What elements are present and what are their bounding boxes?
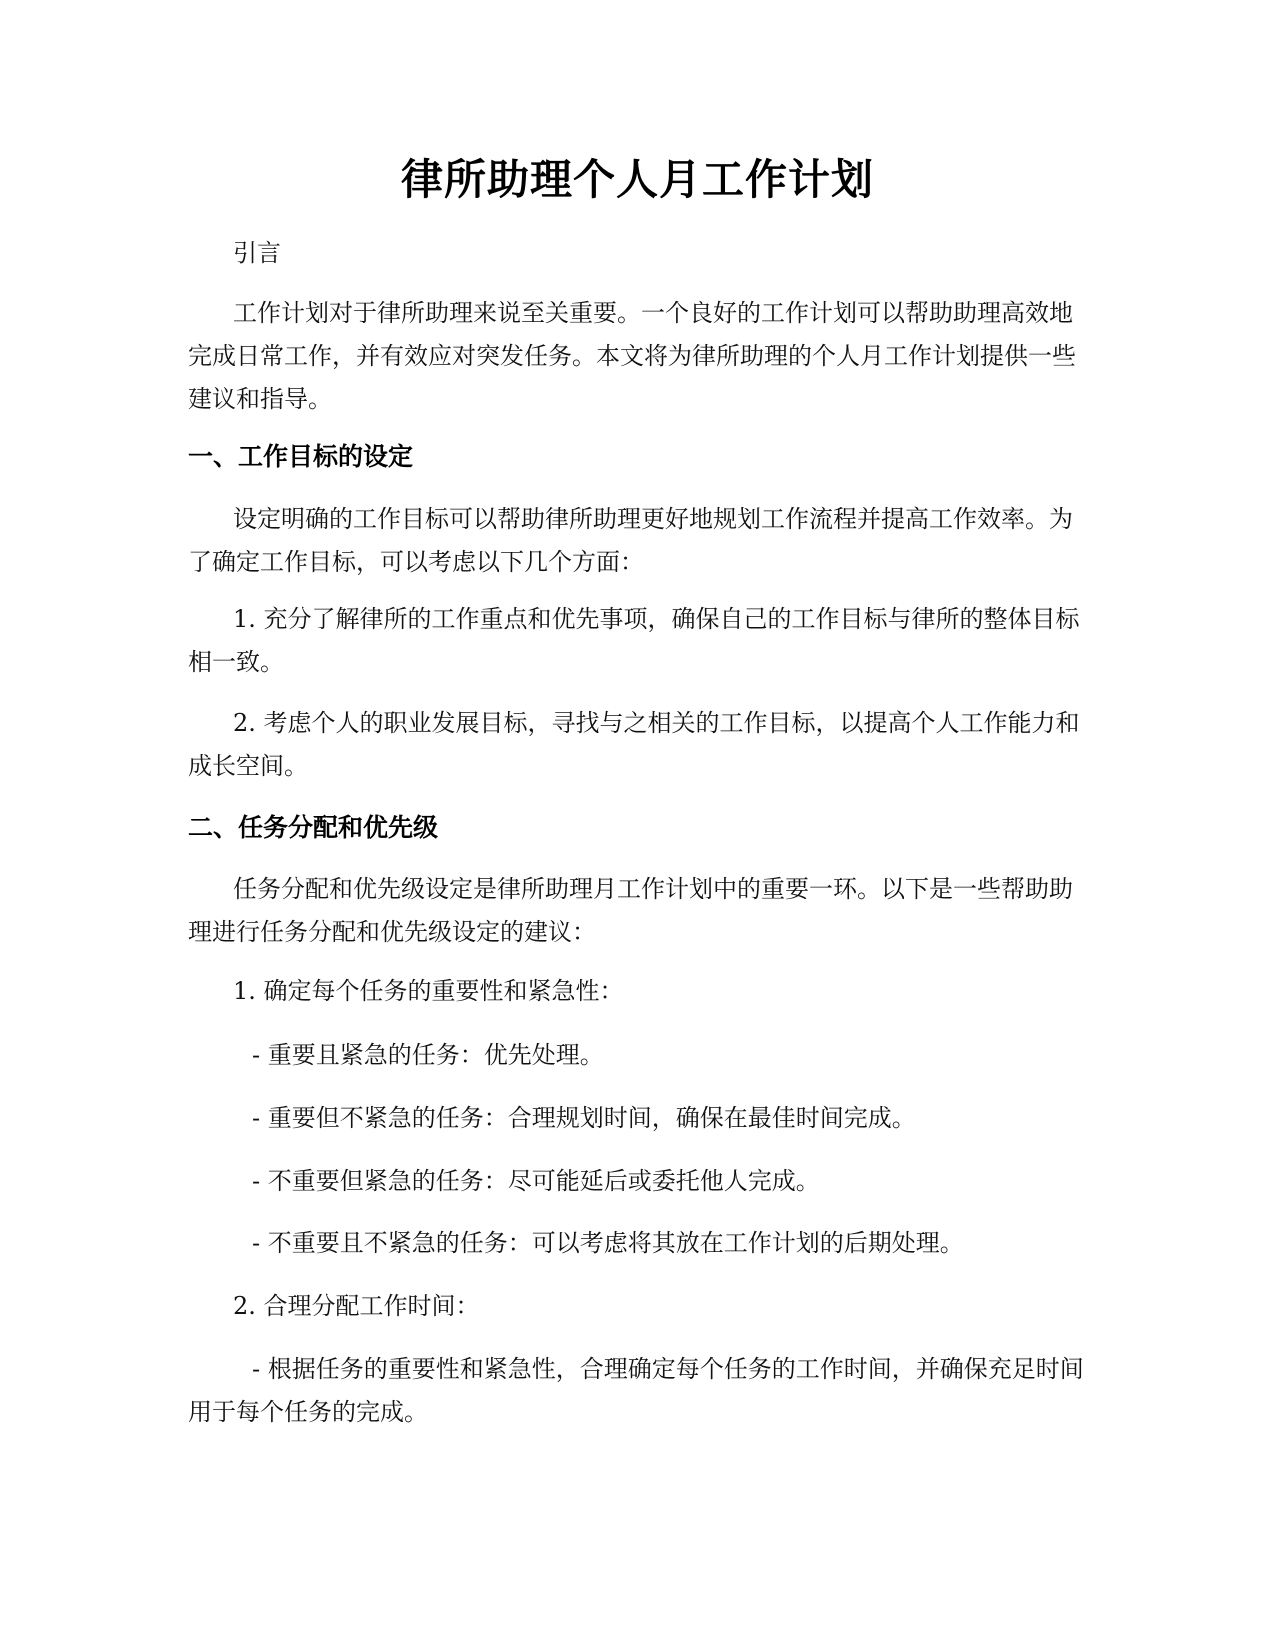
document-title: 律所助理个人月工作计划 (400, 155, 874, 204)
section2-paragraph: 任务分配和优先级设定是律所助理月工作计划中的重要一环。以下是一些帮助助理进行任务分配和优先级设定的建议： (188, 875, 1073, 946)
section1-paragraph: 设定明确的工作目标可以帮助律所助理更好地规划工作流程并提高工作效率。为了确定工作目标，可以考虑以下几个方面： (188, 505, 1073, 576)
intro-label: 引言 (233, 239, 281, 267)
section2-bullet-2: - 重要但不紧急的任务：合理规划时间，确保在最佳时间完成。 (252, 1104, 916, 1132)
section2-bullet-4: - 不重要且不紧急的任务：可以考虑将其放在工作计划的后期处理。 (252, 1229, 964, 1257)
section2-bullet-5: - 根据任务的重要性和紧急性，合理确定每个任务的工作时间，并确保充足时间用于每个任务的完成。 (188, 1355, 1084, 1426)
section2-item-2: 2. 合理分配工作时间： (233, 1292, 480, 1320)
section2-bullet-1: - 重要且紧急的任务：优先处理。 (252, 1041, 604, 1069)
intro-paragraph: 工作计划对于律所助理来说至关重要。一个良好的工作计划可以帮助助理高效地完成日常工作，并有效应对突发任务。本文将为律所助理的个人月工作计划提供一些建议和指导。 (188, 299, 1076, 413)
section2-heading: 二、任务分配和优先级 (188, 813, 439, 842)
section1-heading: 一、工作目标的设定 (188, 442, 414, 471)
section2-item-1: 1. 确定每个任务的重要性和紧急性： (233, 977, 624, 1005)
section2-bullet-3: - 不重要但紧急的任务：尽可能延后或委托他人完成。 (252, 1167, 820, 1195)
section1-item-1: 1. 充分了解律所的工作重点和优先事项，确保自己的工作目标与律所的整体目标相一致。 (188, 605, 1080, 676)
section1-item-2: 2. 考虑个人的职业发展目标，寻找与之相关的工作目标，以提高个人工作能力和成长空间。 (188, 709, 1080, 780)
